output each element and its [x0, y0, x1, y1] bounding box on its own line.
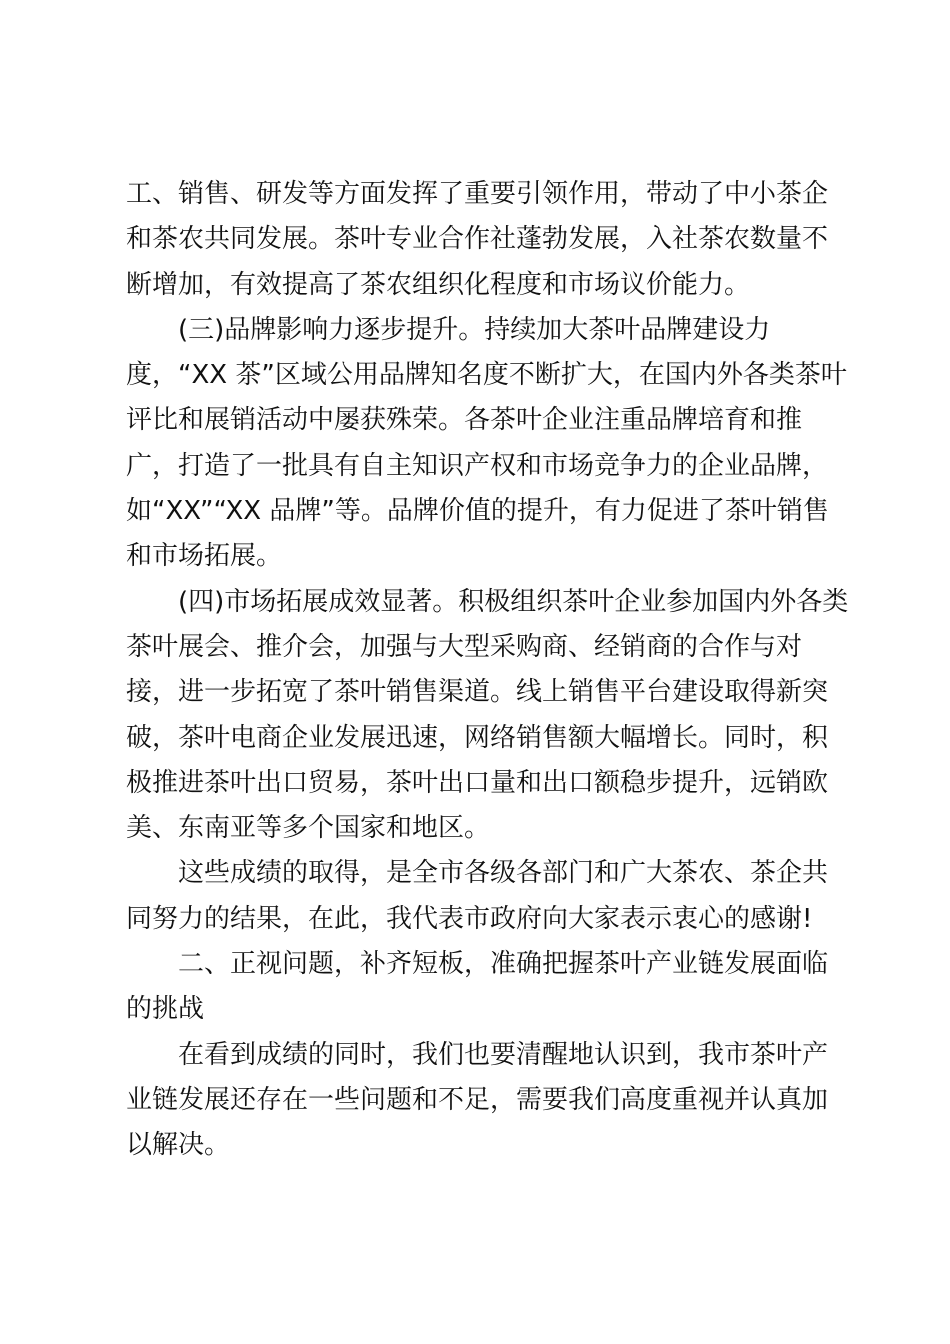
text-line: 茶叶展会、推介会，加强与大型采购商、经销商的合作与对 — [126, 631, 803, 662]
text-line: 极推进茶叶出口贸易，茶叶出口量和出口额稳步提升，远销欧 — [126, 767, 829, 798]
section-heading-market: (四)市场拓展成效显著。积极组织茶叶企业参加国内外各类 — [178, 586, 849, 617]
section-heading-brand: (三)品牌影响力逐步提升。持续加大茶叶品牌建设力 — [178, 314, 771, 345]
paragraph-start: 在看到成绩的同时，我们也要清醒地认识到，我市茶叶产 — [178, 1039, 829, 1070]
document-body — [126, 172, 849, 1169]
text-line: 美、东南亚等多个国家和地区。 — [126, 813, 491, 844]
section-heading-challenges: 二、正视问题，补齐短板，准确把握茶叶产业链发展面临 — [178, 949, 829, 980]
text-line: 破，茶叶电商企业发展迅速，网络销售额大幅增长。同时，积 — [126, 722, 829, 753]
text-line: 接，进一步拓宽了茶叶销售渠道。线上销售平台建设取得新突 — [126, 677, 829, 708]
paragraph-start: 这些成绩的取得，是全市各级各部门和广大茶农、茶企共 — [178, 858, 829, 889]
text-line: 断增加，有效提高了茶农组织化程度和市场议价能力。 — [126, 269, 751, 300]
text-line: 度，“XX 茶”区域公用品牌知名度不断扩大，在国内外各类茶叶 — [126, 360, 847, 391]
text-line: 和茶农共同发展。茶叶专业合作社蓬勃发展，入社茶农数量不 — [126, 224, 829, 255]
text-line: 工、销售、研发等方面发挥了重要引领作用，带动了中小茶企 — [126, 179, 829, 209]
text-line: 评比和展销活动中屡获殊荣。各茶叶企业注重品牌培育和推 — [126, 405, 803, 436]
text-line: 和市场拓展。 — [126, 541, 283, 572]
text-line: 广，打造了一批具有自主知识产权和市场竞争力的企业品牌， — [126, 450, 829, 481]
text-line: 如“XX”“XX 品牌”等。品牌价值的提升，有力促进了茶叶销售 — [126, 496, 829, 527]
text-line: 同努力的结果，在此，我代表市政府向大家表示衷心的感谢! — [126, 903, 813, 934]
text-line: 业链发展还存在一些问题和不足，需要我们高度重视并认真加 — [126, 1084, 829, 1115]
text-line: 以解决。 — [126, 1130, 231, 1161]
text-line: 的挑战 — [126, 994, 205, 1025]
